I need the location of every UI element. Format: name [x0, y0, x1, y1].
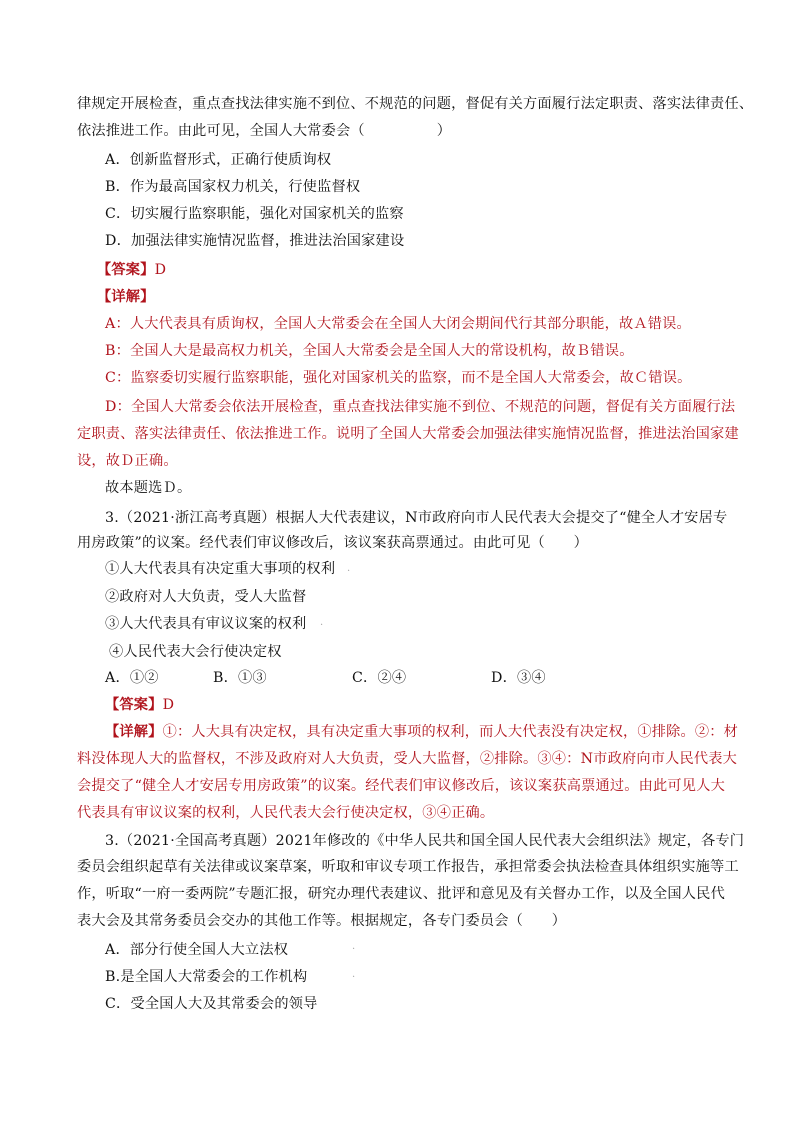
detail-text: 的议案。经代表们审议修改后，该议案获高票通过。由此可见人大 — [307, 778, 725, 794]
q2-option-b: B．作为最高国家权力机关，行使监督权 — [105, 179, 361, 195]
q3a-item-2: ②政府对人大负责，受人大监督 — [105, 589, 307, 605]
q2-answer — [97, 260, 166, 280]
answer-value: D — [154, 262, 167, 278]
q2-option-c: C．切实履行监察职能，强化对国家机关的监察 — [105, 206, 404, 222]
q2-detail-label: 【详解】 — [97, 289, 155, 305]
q2-stem-line-1: 律规定开展检查，重点查找法律实施不到位、不规范的问题，督促有关方面履行法定职责、落实法律责任、 — [77, 96, 754, 112]
q3b-stem-line-2: 委员会组织起草有关法律或议案草案，听取和审议专项工作报告，承担常委会执法检查具体组织实施等工 — [77, 859, 739, 875]
q3b-option-a: A．部分行使全国人大立法权 — [105, 942, 289, 958]
q3a-detail-line-1 — [105, 722, 738, 742]
detail-text: ①：人大具有决定权，具有决定重大事项的权利，而人大代表没有决定权，①排除。②：材 — [162, 724, 739, 740]
q3a-item-3: ③人大代表具有审议议案的权利 — [105, 616, 307, 632]
q3a-choice-b: B．①③ — [213, 670, 267, 686]
q3b-stem-line-3: 作，听取“一府一委两院”专题汇报，研究办理代表建议、批评和意见及有关督办工作，以及全国人民代 — [77, 886, 725, 902]
detail-label: 【详解】 — [105, 724, 163, 740]
q3a-stem-line-2: 用房政策”的议案。经代表们审议修改后，该议案获高票通过。由此可见（ ） — [77, 535, 589, 551]
q2-detail-d-3: 设，故Ｄ正确。 — [77, 453, 178, 469]
q3a-choice-d: D．③④ — [491, 670, 546, 686]
q3a-item-4: ④人民代表大会行使决定权 — [109, 644, 282, 660]
q3a-stem-line-1: 3.（2021·浙江高考真题）根据人大代表建议，N市政府向市人民代表大会提交了“健全人才安居专 — [105, 510, 728, 526]
q2-detail-d-2: 定职责、落实法律责任、依法推进工作。说明了全国人大常委会加强法律实施情况监督，推进法治国家建 — [77, 426, 739, 442]
detail-text: 会提交了 — [77, 778, 135, 794]
scan-mark: · — [352, 944, 356, 955]
answer-value: D — [162, 697, 175, 713]
q2-conclusion: 故本题选Ｄ。 — [105, 480, 192, 496]
q2-detail-a: A：人大代表具有质询权，全国人大常委会在全国人大闭会期间代行其部分职能，故Ａ错误。 — [105, 316, 691, 332]
scan-mark: · — [347, 566, 351, 577]
q2-option-d: D．加强法律实施情况监督，推进法治国家建设 — [105, 233, 405, 249]
q2-detail-c: C：监察委切实履行监察职能，强化对国家机关的监察，而不是全国人大常委会，故Ｃ错误。 — [105, 370, 692, 386]
q3a-detail-line-2: 料没体现人大的监督权，不涉及政府对人大负责，受人大监督，②排除。③④：N市政府向市人民代表大 — [77, 751, 738, 767]
q3a-choice-a: A．①② — [105, 670, 159, 686]
q3a-choice-c: C．②④ — [352, 670, 407, 686]
q2-option-a: A．创新监督形式，正确行使质询权 — [105, 152, 332, 168]
policy-quote: “健全人才安居专用房政策” — [134, 778, 308, 794]
scan-mark: · — [352, 972, 356, 983]
scan-mark: · — [320, 620, 324, 631]
q2-stem-line-2: 依法推进工作。由此可见，全国人大常委会（ ） — [77, 123, 452, 139]
q2-detail-d-1: D：全国人大常委会依法开展检查，重点查找法律实施不到位、不规范的问题，督促有关方面履行法 — [105, 399, 736, 415]
q3a-detail-line-4: 代表具有审议议案的权利，人民代表大会行使决定权，③④正确。 — [77, 805, 495, 821]
q3b-option-c: C．受全国人大及其常委会的领导 — [105, 996, 318, 1012]
q3b-stem-line-4: 表大会及其常务委员会交办的其他工作等。根据规定，各专门委员会（ ） — [77, 913, 567, 929]
answer-label: 【答案】 — [97, 262, 155, 278]
q3b-option-b: B.是全国人大常委会的工作机构 — [105, 969, 308, 985]
q3a-detail-line-3 — [77, 776, 725, 796]
q3b-stem-line-1: 3.（2021·全国高考真题）2021年修改的《中华人民共和国全国人民代表大会组织法》规定，各专门 — [105, 833, 745, 849]
answer-label: 【答案】 — [105, 697, 163, 713]
q2-detail-b: B：全国人大是最高权力机关，全国人大常委会是全国人大的常设机构，故Ｂ错误。 — [105, 343, 634, 359]
q3a-answer — [105, 695, 174, 715]
q3a-item-1: ①人大代表具有决定重大事项的权利 — [105, 561, 336, 577]
